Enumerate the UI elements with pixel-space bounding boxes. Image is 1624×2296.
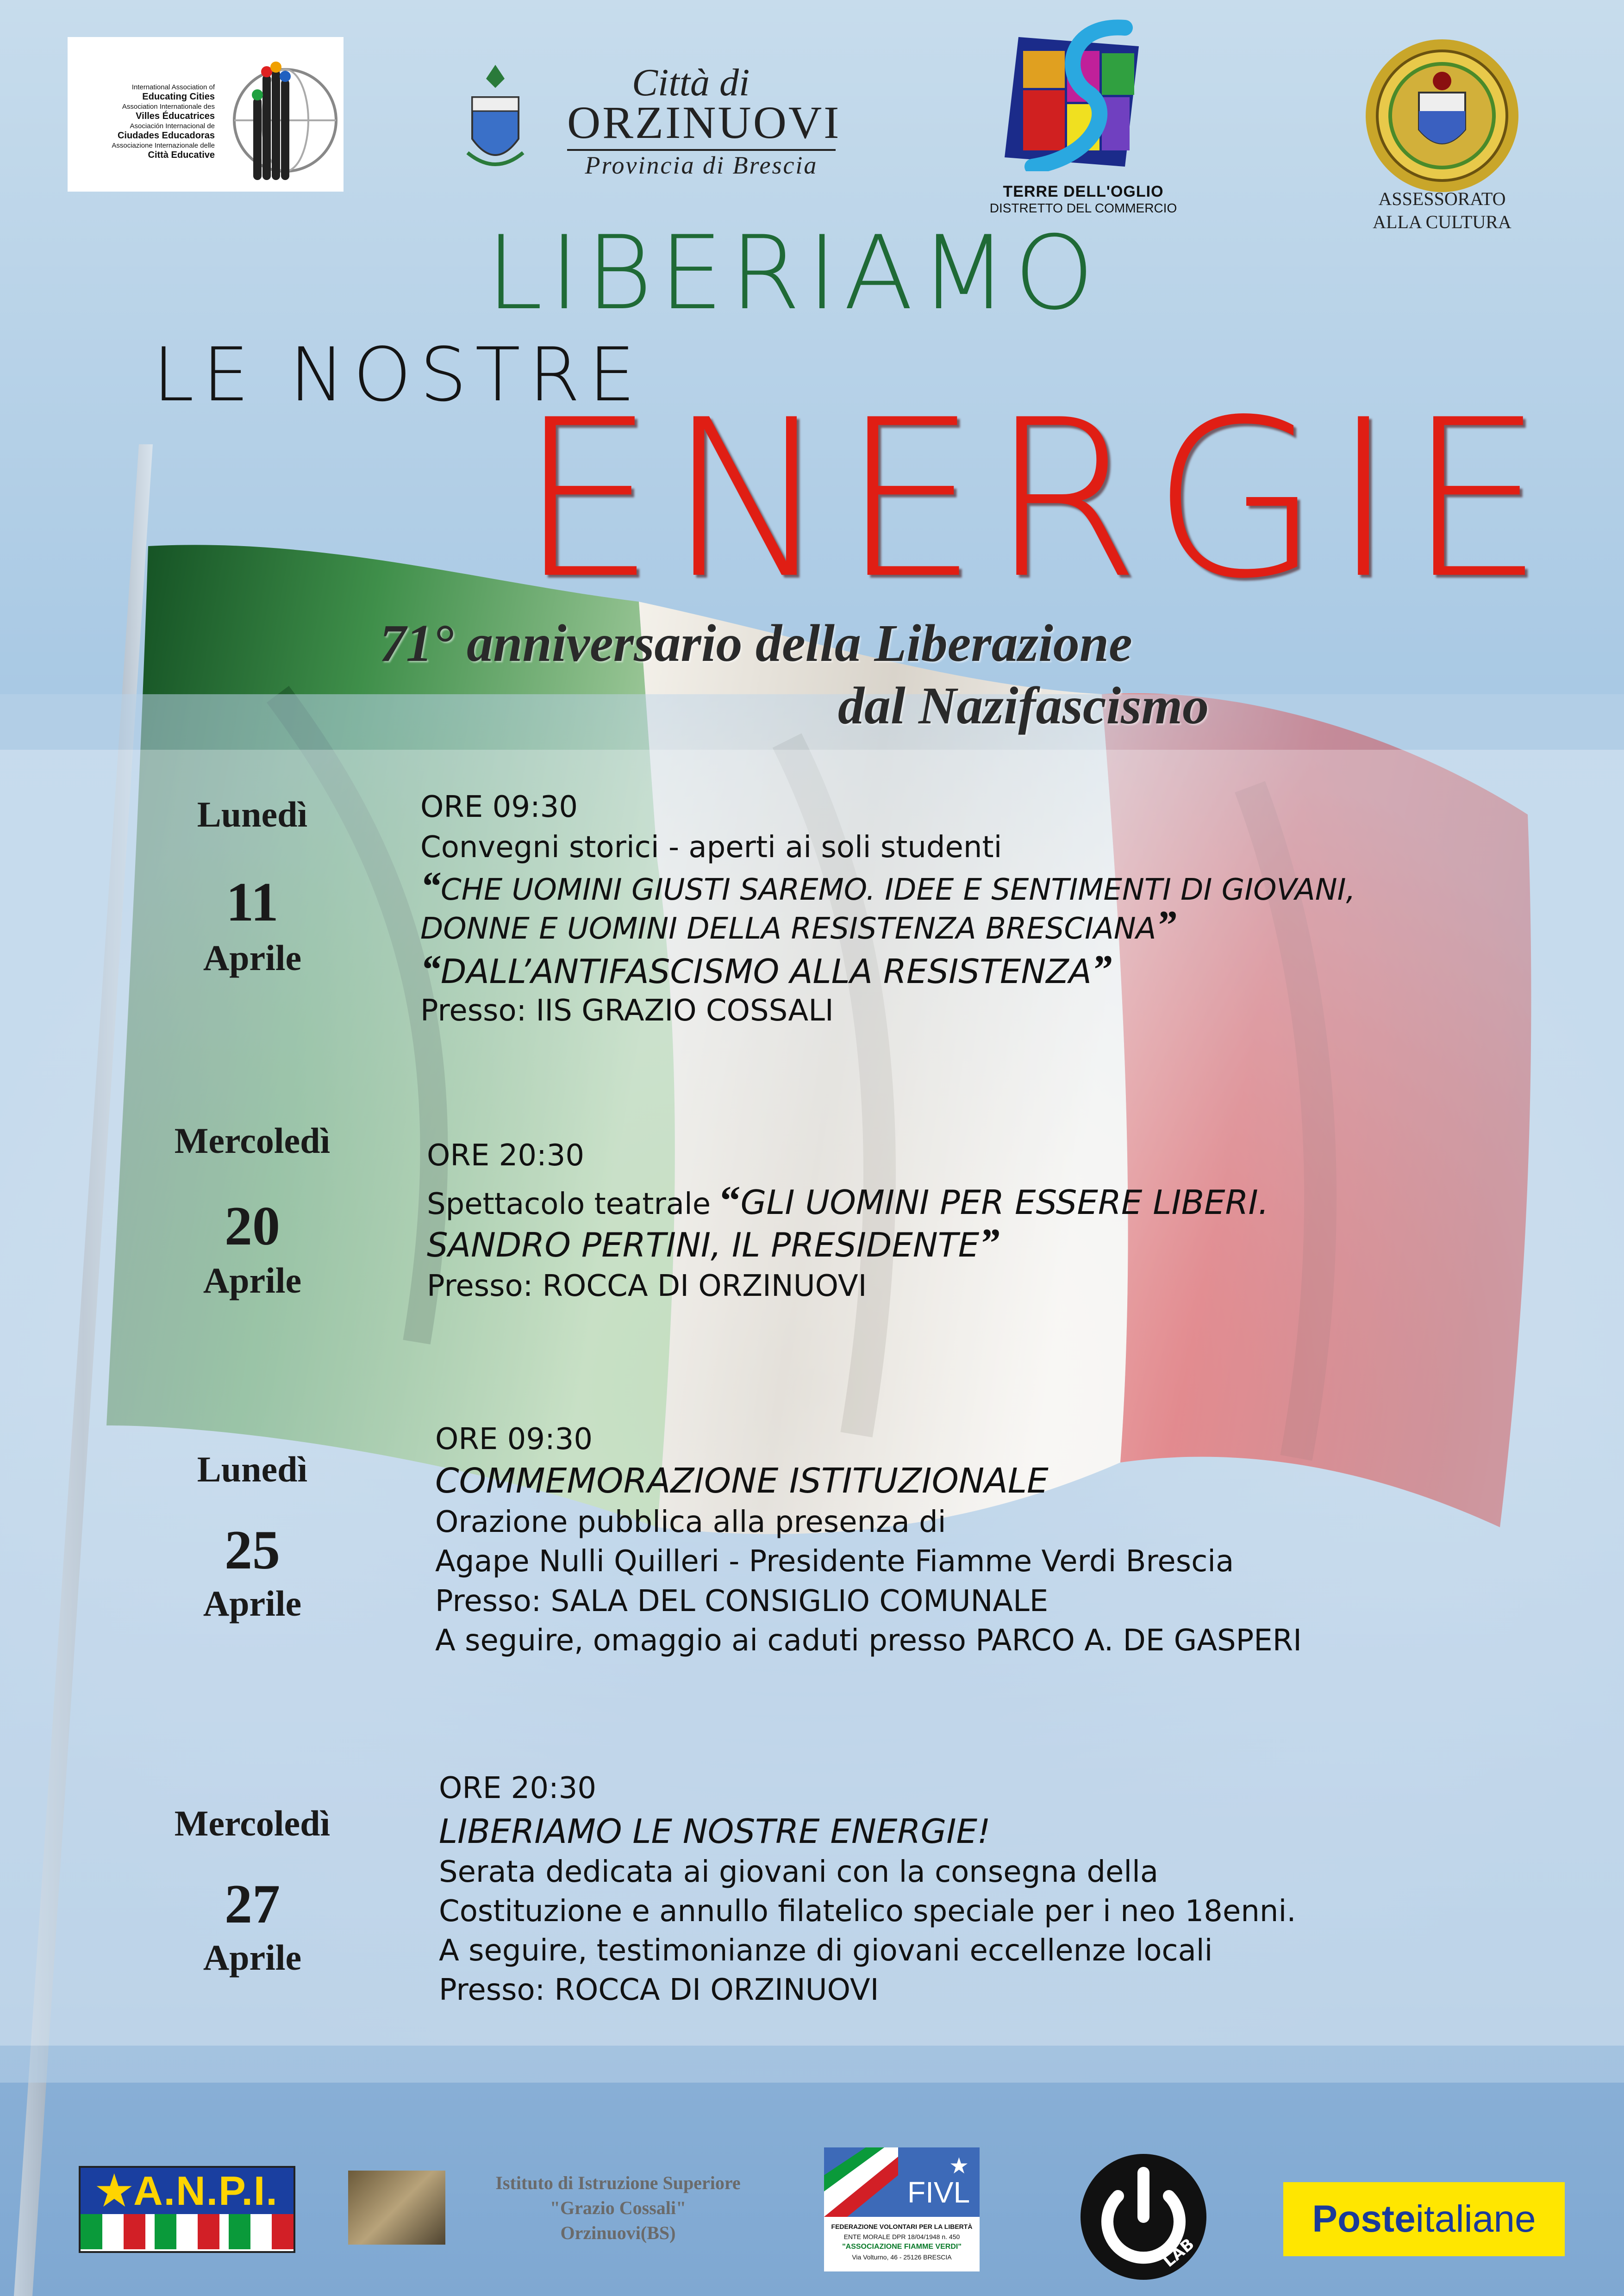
event-day: Lunedì (197, 794, 308, 834)
lab-power-logo-icon (1079, 2152, 1208, 2282)
assessorato-seal-icon (1363, 37, 1521, 194)
terre-dell-oglio-logo-icon (986, 19, 1153, 171)
subtitle-nazifascismo: dal Nazifascismo (838, 676, 1209, 735)
event-description: Convegni storici - aperti ai soli studenti (420, 830, 1002, 865)
event-venue: Presso: SALA DEL CONSIGLIO COMUNALE (435, 1584, 1049, 1618)
event-title: “CHE UOMINI GIUSTI SAREMO. IDEE E SENTIMENTI DI GIOVANI, (420, 864, 1355, 909)
event-month: Aprile (203, 1260, 302, 1300)
event-day: Mercoledì (174, 1120, 331, 1161)
title-energie: ENERGIE (518, 373, 1555, 626)
title-liberiamo: LIBERIAMO (486, 214, 1101, 332)
event-title-cont: DONNE E UOMINI DELLA RESISTENZA BRESCIANA” (420, 903, 1177, 948)
fivl-logo: FIVL ★ FEDERAZIONE VOLONTARI PER LA LIBERTÀ ENTE MORALE DPR 18/04/1948 n. 450 "ASSOCIAZIONE FIAMME VERDI" Via Volturno, 46 - 25126 BRESCIA (824, 2147, 980, 2271)
subtitle-anniversario: 71° anniversario della Liberazione (380, 614, 1132, 672)
event-title-cont: SANDRO PERTINI, IL PRESIDENTE” (427, 1221, 1000, 1266)
event-description: Spettacolo teatrale “GLI UOMINI PER ESSERE LIBERI. (427, 1178, 1269, 1223)
event-day: Mercoledì (174, 1803, 331, 1843)
event-description-cont: Costituzione e annullo filatelico speciale per i neo 18enni. (439, 1894, 1296, 1929)
event-title: COMMEMORAZIONE ISTITUZIONALE (435, 1461, 1049, 1501)
event-venue: Presso: ROCCA DI ORZINUOVI (427, 1269, 867, 1303)
event-description: Serata dedicata ai giovani con la consegna della (439, 1855, 1159, 1889)
event-month: Aprile (203, 938, 302, 978)
event-title-2: “DALL’ANTIFASCISMO ALLA RESISTENZA” (420, 947, 1112, 992)
terre-dell-oglio-text: TERRE DELL'OGLIO DISTRETTO DEL COMMERCIO (989, 183, 1177, 215)
event-time: ORE 20:30 (427, 1139, 585, 1173)
istituto-cossali-image (348, 2171, 445, 2245)
citta-di-orzinuovi-logo: Città di ORZINUOVI Provincia di Brescia (567, 61, 841, 179)
event-time: ORE 09:30 (420, 790, 578, 824)
event-day: Lunedì (197, 1449, 308, 1489)
title-le-nostre: LE NOSTRE (153, 331, 644, 418)
orzinuovi-coat-of-arms-icon (463, 60, 528, 180)
event-title: LIBERIAMO LE NOSTRE ENERGIE! (439, 1812, 991, 1851)
event-month: Aprile (203, 1583, 302, 1624)
svg-text:LAB: LAB (1160, 2234, 1198, 2271)
event-date-number: 20 (225, 1195, 280, 1257)
event-date-number: 27 (225, 1873, 280, 1935)
event-time: ORE 20:30 (439, 1771, 597, 1805)
assessorato-alla-cultura-text: ASSESSORATO ALLA CULTURA (1373, 188, 1512, 232)
event-description: Orazione pubblica alla presenza di (435, 1505, 946, 1539)
event-followup: A seguire, omaggio ai caduti presso PARCO A. DE GASPERI (435, 1624, 1302, 1658)
event-followup: A seguire, testimonianze di giovani eccellenze locali (439, 1934, 1213, 1968)
event-venue: Presso: IIS GRAZIO COSSALI (420, 994, 834, 1028)
event-date-number: 11 (226, 871, 279, 933)
event-venue: Presso: ROCCA DI ORZINUOVI (439, 1973, 879, 2007)
poste-italiane-logo: Poste italiane (1283, 2182, 1565, 2256)
istituto-cossali-text: Istituto di Istruzione Superiore "Grazio Cossali" Orzinuovi(BS) (495, 2172, 741, 2243)
star-icon: ★ (949, 2154, 969, 2178)
event-date-number: 25 (225, 1519, 280, 1580)
event-guest: Agape Nulli Quilleri - Presidente Fiamme Verdi Brescia (435, 1544, 1234, 1579)
globe-hand-icon (216, 46, 341, 185)
event-time: ORE 09:30 (435, 1422, 593, 1456)
educating-cities-logo: International Association of Educating Cities Association Internationale des Villes Éducatrices Asociación Internacional de Ciudades Educadoras Associazione Internazionale delle Città Educative (68, 37, 344, 192)
event-month: Aprile (203, 1937, 302, 1978)
fivl-flag-icon (824, 2147, 898, 2217)
anpi-logo: ★A.N.P.I. (79, 2166, 295, 2253)
